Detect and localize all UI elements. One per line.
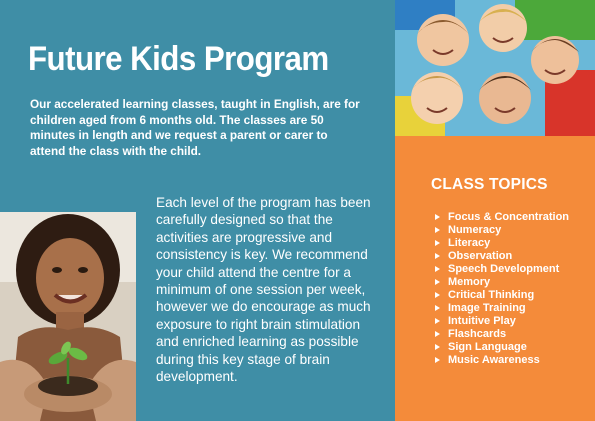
triangle-bullet-icon	[435, 305, 440, 311]
triangle-bullet-icon	[435, 357, 440, 363]
girl-with-plant-photo	[0, 212, 136, 421]
list-item: Literacy	[435, 236, 569, 249]
page-title: Future Kids Program	[28, 40, 329, 78]
triangle-bullet-icon	[435, 240, 440, 246]
list-item: Music Awareness	[435, 353, 569, 366]
list-item: Critical Thinking	[435, 288, 569, 301]
list-item: Speech Development	[435, 262, 569, 275]
triangle-bullet-icon	[435, 227, 440, 233]
triangle-bullet-icon	[435, 253, 440, 259]
list-item: Observation	[435, 249, 569, 262]
list-item: Intuitive Play	[435, 314, 569, 327]
triangle-bullet-icon	[435, 266, 440, 272]
list-item: Flashcards	[435, 327, 569, 340]
body-paragraph: Each level of the program has been carefully designed so that the activities are progressive and consistency is key. We recommend your child attend the centre for a minimum of one session per week, however we do encourage as much exposure to right brain stimulation and enriched learning as possible during this key stage of brain development.	[156, 195, 371, 385]
triangle-bullet-icon	[435, 331, 440, 337]
triangle-bullet-icon	[435, 279, 440, 285]
triangle-bullet-icon	[435, 344, 440, 350]
triangle-bullet-icon	[435, 318, 440, 324]
list-item: Memory	[435, 275, 569, 288]
list-item: Numeracy	[435, 223, 569, 236]
class-topics-panel	[395, 136, 595, 421]
class-topics-heading: CLASS TOPICS	[431, 176, 548, 193]
children-circle-photo	[395, 0, 595, 136]
intro-paragraph: Our accelerated learning classes, taught in English, are for children aged from 6 months old. The classes are 50 minutes in length and we request a parent or carer to attend the class with the child.	[30, 97, 360, 158]
triangle-bullet-icon	[435, 292, 440, 298]
list-item: Sign Language	[435, 340, 569, 353]
class-topics-list	[435, 210, 569, 366]
list-item: Focus & Concentration	[435, 210, 569, 223]
triangle-bullet-icon	[435, 214, 440, 220]
list-item: Image Training	[435, 301, 569, 314]
